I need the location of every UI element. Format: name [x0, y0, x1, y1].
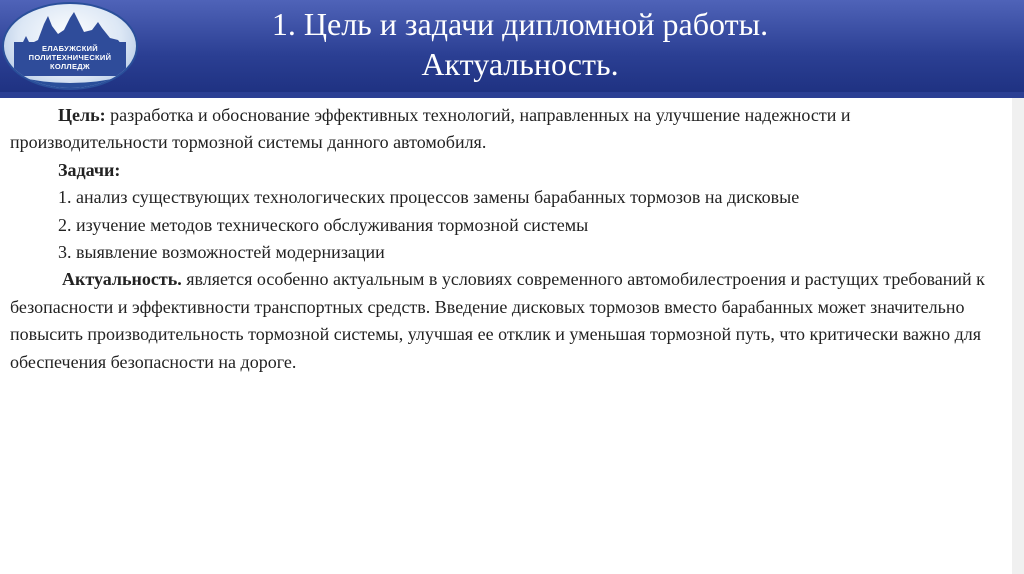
relevance-text: является особенно актуальным в условиях современного автомобилестроения и растущих требований к безопасности и эффективности транспортных средств. Введение дисковых тормозов вместо барабанных может значительно повысить производительность тормозной системы, улучшая ее отклик и уменьшая тормозной путь, что критически важно для обеспечения безопасности на дороге.: [10, 269, 985, 372]
title-line-2: Актуальность.: [421, 46, 619, 82]
slide-body: [10, 102, 1000, 376]
relevance-paragraph: [10, 266, 1000, 376]
logo-caption: [16, 44, 124, 71]
header-bar: [0, 0, 1024, 92]
tasks-label: [10, 157, 1000, 184]
task-item: 3. выявление возможностей модернизации: [58, 242, 385, 263]
college-logo: [2, 2, 138, 90]
logo-line: ПОЛИТЕХНИЧЕСКИЙ: [28, 53, 112, 62]
task-item: 2. изучение методов технического обслуживания тормозной системы: [58, 214, 589, 235]
relevance-label: Актуальность.: [62, 269, 182, 290]
goal-label: Цель:: [58, 105, 106, 125]
title-line-1: 1. Цель и задачи дипломной работы.: [271, 6, 769, 42]
task-item: 1. анализ существующих технологических процессов замены барабанных тормозов на дисковые: [58, 187, 800, 208]
goal-text: разработка и обоснование эффективных технологий, направленных на улучшение надежности и производительности тормозной системы данного автомобиля.: [10, 105, 851, 153]
logo-line: ЕЛАБУЖСКИЙ: [42, 44, 98, 53]
logo-line: КОЛЛЕДЖ: [50, 62, 90, 71]
goal-paragraph: [10, 102, 1000, 157]
right-edge-strip: [1012, 98, 1024, 574]
header-divider: [0, 92, 1024, 98]
tasks-heading: Задачи:: [58, 159, 121, 180]
page-title: [150, 4, 890, 84]
